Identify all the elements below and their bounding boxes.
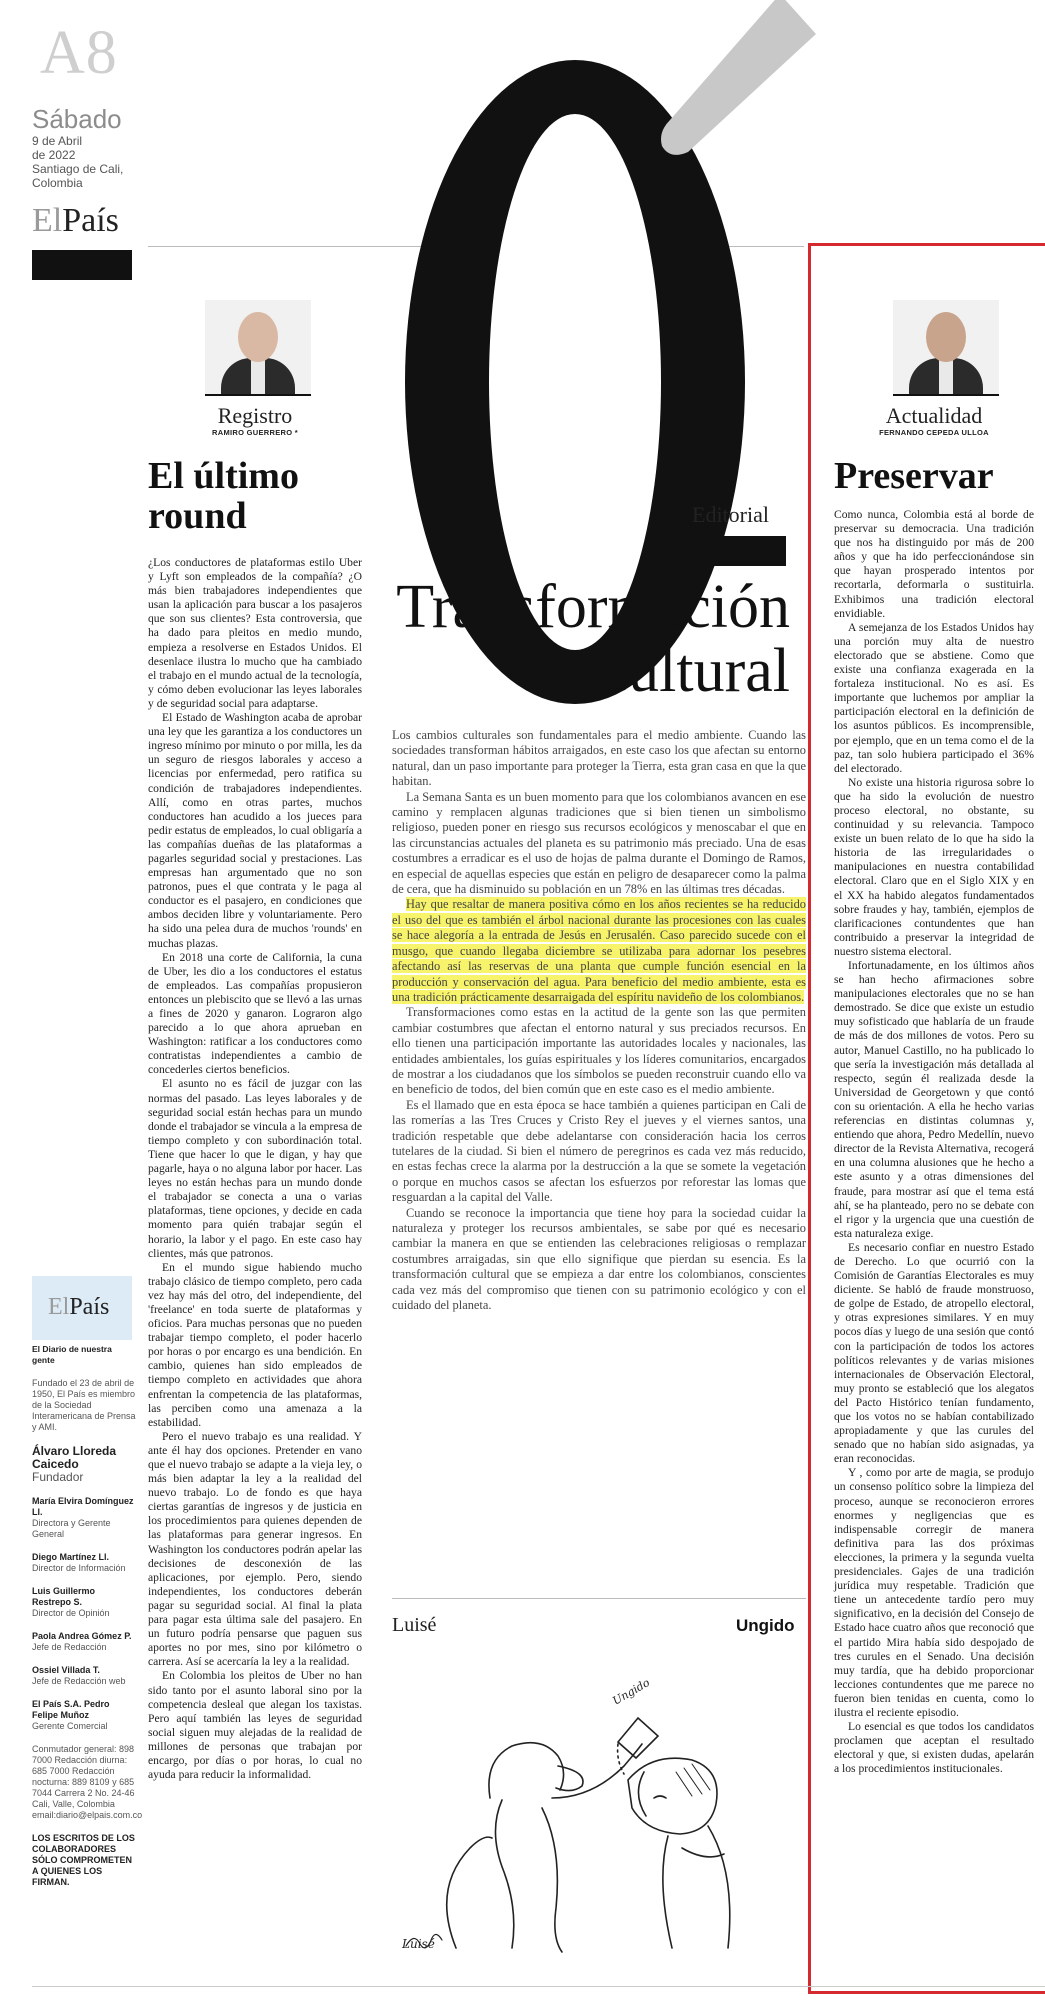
article-body — [148, 556, 362, 1782]
author-photo — [893, 300, 999, 396]
date-block — [32, 134, 123, 190]
figure-tail — [447, 1837, 492, 1948]
staff-entry — [32, 1445, 136, 1484]
paragraph — [392, 1005, 806, 1097]
staff-entry — [32, 1496, 136, 1540]
paragraph: El asunto no es fácil de juzgar con las normas del pasado. Las leyes laborales y de seguridad social están hechas para un mundo donde el trabajador se vincula a la empresa de tiempo completo y con subordinación total. Tiene que hacer lo que le digan, y hay que pagarle, haya o no alguna labor por hacer. Las leyes no están hechas para un mundo donde el trabajador se conecta a una o varias plataformas, tiene opciones, y decide en cada momento para quién trabajar según el horario, la labor y el pago. En este caso hay clientes, más que patronos. — [148, 1077, 362, 1260]
staff-name: El País S.A. Pedro Felipe Muñoz — [32, 1699, 110, 1720]
masthead-tagline: El Diario de nuestra gente — [32, 1344, 112, 1365]
author-photo — [205, 300, 311, 396]
logo-part-el: El — [32, 202, 63, 239]
staff-role: Director de Opinión — [32, 1608, 110, 1618]
figure-back — [495, 1800, 513, 1948]
page-number: A8 — [40, 19, 118, 87]
photo-shirt — [251, 358, 265, 396]
accent-mark — [661, 0, 816, 155]
cartoon-caption-word: Ungido — [610, 1676, 652, 1708]
hatching — [676, 1764, 710, 1796]
masthead-founded: Fundado el 23 de abril de 1950, El País es miembro de la Sociedad Interamericana de Prensa y AMI. — [32, 1378, 136, 1432]
logo-part-el: El — [48, 1294, 70, 1320]
masthead-contact: Conmutador general: 898 7000 Redacción diurna: 685 7000 Redacción nocturna: 889 8109 y 685 7044 Carrera 2 No. 24-46 Cali, Valle, Colombia email:diario@elpais.com.co — [32, 1744, 143, 1820]
figure-head — [489, 1743, 564, 1798]
staff-role: Gerente Comercial — [32, 1721, 108, 1731]
section-name: Actualidad — [885, 403, 983, 428]
staff-name: Diego Martínez Ll. — [32, 1552, 110, 1562]
second-figure-eye — [654, 1796, 666, 1798]
editorial-body — [392, 728, 806, 1313]
paragraph: Es necesario confiar en nuestro Estado de Derecho. Lo que ocurrió con la Comisión de Garantías Electorales es muy diciente. Se habló de fraude monstruoso, de golpe de Estado, de atropello electoral, y otras expresiones similares. Y en muy pocos días y luego de una sesión que contó con la participación de todos los actores políticos relevantes y de varias misiones internacionales de Observación Electoral, muy pronto se estableció que los alegatos del Pacto Histórico tenían fundamento, que los votos no se habían contabilizado apropiadamente y que las curules del senado que no habían sido asignadas, ya eran reconocidas. — [834, 1240, 1034, 1466]
second-figure-head — [628, 1758, 717, 1834]
o-hole — [489, 114, 661, 650]
staff-name: Álvaro Lloreda Caicedo — [32, 1444, 117, 1471]
staff-role: Jefe de Redacción web — [32, 1676, 126, 1686]
masthead-logo — [48, 1294, 109, 1321]
black-bar — [684, 536, 786, 566]
staff-entry — [32, 1631, 136, 1653]
date-line: Santiago de Cali, — [32, 162, 124, 176]
second-figure-body — [663, 1836, 672, 1948]
cartoon-drawing — [392, 1648, 806, 1958]
paragraph — [392, 897, 806, 1005]
staff-role: Fundador — [32, 1470, 84, 1484]
author-name: FERNANDO CEPEDA ULLOA — [879, 428, 989, 437]
staff-entry — [32, 1586, 136, 1619]
staff-name: Luis Guillermo Restrepo S. — [32, 1586, 96, 1607]
paragraph: En el mundo sigue habiendo mucho trabajo clásico de tiempo completo, pero cada vez hay más del otro, del independiente, del 'freelance' en toda suerte de plataformas y oficios. Para muchas personas que no pueden trabajar tiempo completo, el poder hacerlo por horas o por encargo es una bendición. En cambio, quienes han sido empleados de tiempo completo en actividades que ahora enfrentan la competencia de las plataformas, las perciben como una amenaza a la estabilidad. — [148, 1260, 362, 1429]
logo-part-pais: País — [62, 202, 119, 239]
paragraph-text: Transformaciones como estas en la actitud de la gente son las que permiten cambiar costumbres que afectan el entorno natural y sus preciados recursos. En ello tienen una participación importante las autoridades locales y nacionales, las entidades ambientales, los guías espirituales y los líderes comunitarios, encargados de mostrar a los ciudadanos que los símbolos se pueden reconstruir cuando ello va en beneficio de todos, del bien común que en este caso es el medio ambiente. — [392, 1005, 806, 1097]
paragraph-text: La Semana Santa es un buen momento para que los colombianos avancen en ese camino y remplacen algunas tradiciones que si bien tienen un simbolismo religioso, pueden poner en riesgo sus recursos ecológicos y menoscabar el que en las circunstancias actuales del planeta es su patrimonio más preciado. Una de esas costumbres a erradicar es el uso de hojas de palma durante el Domingo de Ramos, en especial de aquellas especies que están en peligro de desaparecer como la palma de cera, que ha disminuido su población en un 78% en las últimas tres décadas. — [392, 789, 806, 897]
paragraph: Y , como por arte de magia, se produjo un consenso político sobre la limpieza del proceso, aunque se reconocieron errores enormes y negligencias que es indispensable corregir de manera definitiva para las dos próximas elecciones, la primera y la segunda vuelta presidenciales. Gajes de una tradición jurídica muy respetable. Tradición que tiene un antecedente tardío pero muy significativo, en la decisión del Consejo de Estado hace cuatro años que reconoció que el partido Mira había sido despojado de tres curules en el Senado. Una decisión muy tardía, que ha debido proporcionar lecciones contundentes que me parece no fueron bien tenidas en cuenta, como lo ilustra el reciente episodio. — [834, 1466, 1034, 1719]
paragraph — [392, 728, 806, 790]
paragraph: En Colombia los pleitos de Uber no han sido tanto por el asunto laboral sino por la competencia desleal que alegan los taxistas. Pero aquí también las leyes de seguridad social siguen muy alejadas de la realidad de millones de personas que trabajan por encargo, por días o por horas, lo cual no ayuda para reducir la informalidad. — [148, 1669, 362, 1782]
staff-name: Paola Andrea Gómez P. — [32, 1631, 132, 1641]
paragraph-text: Cuando se reconoce la importancia que tiene hoy para la sociedad cuidar la naturaleza y proteger los recursos ambientales, se sabe por qué es necesario cambiar la manera en que se entienden las celebraciones religiosas o remplazar costumbres arraigadas, sin que ello signifique que pierdan su esencia. Es la transformación cultural que se empieza a dar entre los colombianos, conscientes cada vez más del compromiso que tienen con su patrimonio ecológico y con el cuidado del planeta. — [392, 1205, 806, 1313]
editorial-label: Editorial — [692, 502, 769, 527]
second-figure-face — [638, 1772, 646, 1816]
cartoon-rule — [392, 1598, 806, 1599]
date-line: 9 de Abril — [32, 134, 83, 148]
paragraph: ¿Los conductores de plataformas estilo Uber y Lyft son empleados de la compañía? ¿O más bien trabajadores independientes que usan la aplicación para buscar a los pasajeros que son sus clientes? Esta controversia, que ha dado para pleitos en medio mundo, empieza a resolverse en Estados Unidos. El desenlace ilustra lo mucho que ha cambiado el trabajo en el mundo actual de la tecnología, y cómo deben evolucionar las leyes laborales y de seguridad social para adaptarse. — [148, 556, 362, 710]
staff-entry — [32, 1699, 136, 1732]
masthead-staff — [32, 1344, 143, 1888]
paragraph-text: Los cambios culturales son fundamentales para el medio ambiente. Cuando las sociedades transforman hábitos arraigados, en este caso los que afectan su entorno natural, dan un paso importante para proteger la Tierra, esta gran casa en que la que habitan. — [392, 728, 806, 789]
staff-role: Jefe de Redacción — [32, 1642, 107, 1652]
masthead-disclaimer: LOS ESCRITOS DE LOS COLABORADORES SÓLO COMPROMETEN A QUIENES LOS FIRMAN. — [32, 1833, 135, 1887]
staff-name: María Elvira Domínguez Ll. — [32, 1496, 134, 1517]
weekday: Sábado — [32, 104, 122, 134]
photo-shirt — [939, 358, 953, 396]
date-line: Colombia — [32, 176, 83, 190]
black-bar — [32, 250, 132, 280]
cartoonist-name: Luisé — [392, 1614, 437, 1636]
paragraph — [392, 1098, 806, 1206]
article-body — [834, 508, 1034, 1776]
paragraph-text: Es el llamado que en esta época se hace también a quienes participan en Cali de las romerías a las Tres Cruces y Cristo Rey el jueves y el viernes santos, una tradición respetable que debe adelantarse con consideración hacia los cerros tutelares de la ciudad. Si bien el número de peregrinos es cada vez más reducido, en estas fechas crece la alarma por la destrucción a la que se somete la vegetación o porque en muchos casos se afectan los esfuerzos por reforestar las lomas que resguardan a la capital del Valle. — [392, 1097, 806, 1205]
author-name: RAMIRO GUERRERO * — [212, 428, 298, 437]
article-title: Preservar — [834, 455, 994, 497]
title-line: El último — [148, 455, 299, 497]
editorial-title-line: Transformación — [396, 573, 790, 641]
paragraph: No existe una historia rigurosa sobre lo que ha sido la evolución de nuestro proceso electoral, no obstante, su continuidad y su relevancia. Tampoco existe un buen relato de lo que ha sido la historia de las irregularidades o manipulaciones en nuestra contabilidad electoral. Claro que en el Siglo XIX y en el XX ha habido alegatos fundamentados sobre fraudes y hay, también, ejemplos de clarificaciones contundentes que han contribuido a preservar la integridad de nuestro sistema electoral. — [834, 775, 1034, 958]
editorial-title-line: cultural — [600, 637, 790, 705]
paragraph: El Estado de Washington acaba de aprobar una ley que les garantiza a los conductores un ingreso mínimo por minuto o por milla, les da un seguro de riesgos laborales y acceso a licencias por enfermedad, pero ratifica su condición de trabajadores independientes. Allí, como en otras partes, muchos conductores han acudido a los jueces para pedir estatus de empleados, lo cual obligaría a las compañías dueñas de las plataformas a pagarles seguridad social y prestaciones. Las empresas han argumentado que no son patronos, pues el que contrata y le paga al conductor es el pasajero, en condiciones que ambos deciden libre y voluntariamente. Pero ha sido una pelea dura de muchos 'rounds' en muchas plazas. — [148, 711, 362, 950]
second-figure-arm — [682, 1848, 724, 1857]
paragraph: A semejanza de los Estados Unidos hay una porción muy alta de nuestro electorado que se abstiene. Como que existe una confianza exagerada en la fortaleza institucional. No es así. Es importante que luchemos por ampliar la participación electoral en la definición de los asuntos públicos. Es incomprensible, por ejemplo, que en un tema como el de la paz, tan solo hubiera participado el 36% del electorado. — [834, 620, 1034, 775]
title-line: round — [148, 495, 247, 537]
paragraph: Pero el nuevo trabajo es una realidad. Y ante él hay dos opciones. Pretender en vano que el nuevo trabajo se adapte a la vieja ley, o más bien adaptar la ley a la realidad del nuevo trabajo. Lo de fondo es que haya ciertas garantías de ingresos y de justicia en los procedimientos para quienes dependen de las plataformas para generar ingresos. En Washington los conductores podrán apelar las decisiones de desconexión de las aplicaciones, por ejemplo. Pero, siendo independientes, los conductores deberán pagar su seguridad social. Al final la plata para pagar esta última sale del pasajero. En un futuro podría pensarse que paguen sus aportes no por mes, sino por kilómetro o carrera. Así se acercaría la ley a la realidad. — [148, 1429, 362, 1669]
paragraph: Como nunca, Colombia está al borde de preservar su democracia. Una tradición que nos ha distinguido por más de 200 años y que ha ido perfeccionándose sin que hayan prosperado intentos por recortarla, deformarla o sustituirla. Exhibimos una tradición electoral envidiable. — [834, 508, 1034, 620]
highlighted-text: Hay que resaltar de manera positiva cómo en los años recientes se ha reducido el uso del que es también el árbol nacional durante las procesiones con las cuales se hace alegoría a la entrada de Jesús en Jerusalén. Caso parecido sucede con el musgo, que cuando llegaba diciembre se utilizaba para adornar los pesebres afectando así las reservas de una planta que cumple función esencial en la producción y conservación del agua. Para beneficio del medio ambiente, esta es una tradición prácticamente desarraigada del espíritu navideño de los colombianos. — [392, 897, 806, 1004]
oil-bottle — [618, 1718, 658, 1758]
staff-role: Directora y Gerente General — [32, 1518, 111, 1539]
staff-entry — [32, 1665, 136, 1687]
article-title — [148, 456, 362, 536]
staff-name: Ossiel Villada T. — [32, 1665, 100, 1675]
cartoon-title: Ungido — [736, 1616, 795, 1635]
section-name: Registro — [217, 403, 293, 428]
paragraph — [392, 1206, 806, 1314]
staff-role: Director de Información — [32, 1563, 126, 1573]
photo-face — [238, 312, 278, 362]
photo-face — [926, 312, 966, 362]
figure-nose — [556, 1766, 583, 1791]
bottom-rule — [32, 1986, 1045, 1987]
newspaper-logo — [32, 202, 119, 240]
paragraph: Infortunadamente, en los últimos años se han hecho afirmaciones sobre manipulaciones electorales que no se han demostrado. Se dice que existe un estudio muy sofisticado que hablaría de un fraude de más de dos millones de votos. Pero su autor, Manuel Castillo, no ha publicado lo que sería la investigación más detallada al respecto, según él realizada desde la Universidad de Georgetown y que contó con su orientación. A ella he hecho varias referencias en distintas columnas y, entiendo que ahora, Pedro Medellín, nuevo director de la Revista Alternativa, recogerá en una columna alusiones que he hecho a este asunto y a otras dimensiones del fraude, para mostrar así que el tema está ahí, se ha planteado, pero no se debate con el rigor y la urgencia que una cuestión de esta naturaleza exige. — [834, 959, 1034, 1240]
date-line: de 2022 — [32, 148, 76, 162]
second-figure-back — [708, 1826, 730, 1948]
cartoon-signature: Luisé — [402, 1937, 435, 1951]
paragraph — [392, 790, 806, 898]
logo-part-pais: País — [69, 1294, 110, 1320]
figure-front — [542, 1808, 562, 1952]
staff-entry — [32, 1552, 136, 1574]
paragraph: En 2018 una corte de California, la cuna de Uber, les dio a los conductores el estatus de empleados. Las compañías propusieron entonces un plebiscito que se llevó a las urnas a fines de 2020 y ganaron. Lograron algo parecido a lo que ahora aprueban en Washington: ratificar a los conductores como contratistas independientes a cambio de concederles ciertos beneficios. — [148, 950, 362, 1077]
paragraph: Lo esencial es que todos los candidatos proclamen que aceptan el resultado electoral y que, si existen dudas, apelarán a los procedimientos institucionales. — [834, 1720, 1034, 1776]
